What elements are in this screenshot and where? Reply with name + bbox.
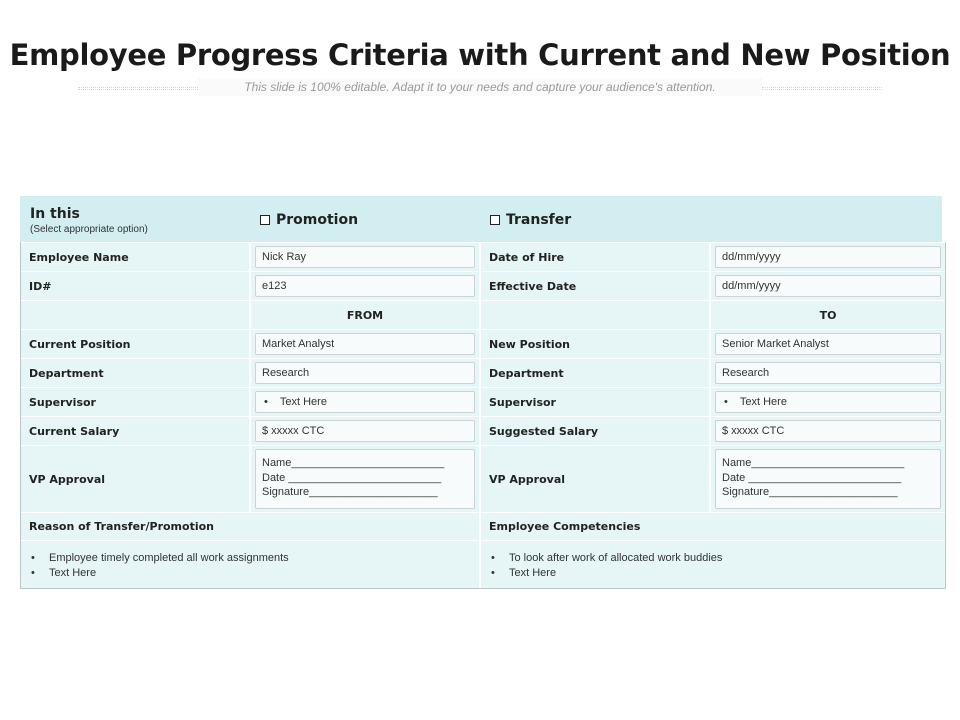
vp-to-date-line: Date _________________________ xyxy=(722,471,902,484)
reason-label: Reason of Transfer/Promotion xyxy=(29,520,214,533)
supervisor-from-field[interactable]: • Text Here xyxy=(255,391,475,413)
vp-to-signature-line: Signature_____________________ xyxy=(722,486,898,498)
reason-competency-header-row xyxy=(21,512,945,540)
new-position-label: New Position xyxy=(489,337,571,351)
option-bar xyxy=(20,196,942,242)
date-of-hire-field[interactable]: dd/mm/yyyy xyxy=(715,246,941,268)
promotion-label: Promotion xyxy=(276,212,359,228)
vp-from-name-line: Name_________________________ xyxy=(262,457,445,469)
subtitle-divider-right xyxy=(762,87,882,90)
from-heading: FROM xyxy=(346,308,384,322)
vp-to-name-line: Name_________________________ xyxy=(722,457,905,469)
competencies-list[interactable] xyxy=(481,541,945,588)
promotion-checkbox[interactable] xyxy=(260,215,270,225)
form-row xyxy=(21,242,945,271)
transfer-option[interactable] xyxy=(490,212,571,228)
vp-from-signature-line: Signature_____________________ xyxy=(262,486,438,498)
vp-approval-to-field[interactable] xyxy=(715,449,941,509)
form-row xyxy=(21,329,945,358)
vp-approval-to-label: VP Approval xyxy=(489,472,566,486)
vp-approval-from-field[interactable] xyxy=(255,449,475,509)
current-position-field[interactable]: Market Analyst xyxy=(255,333,475,355)
id-label: ID# xyxy=(29,279,52,293)
list-item: • Text Here xyxy=(491,566,935,581)
subtitle-divider-left xyxy=(78,87,198,90)
department-from-label: Department xyxy=(29,366,104,380)
reason-list[interactable] xyxy=(21,541,481,588)
date-of-hire-label: Date of Hire xyxy=(489,250,565,264)
page-subtitle: This slide is 100% editable. Adapt it to your needs and capture your audience's attention. xyxy=(198,78,762,96)
form-row xyxy=(21,271,945,300)
department-to-label: Department xyxy=(489,366,564,380)
to-heading: TO xyxy=(819,308,837,322)
promotion-option[interactable] xyxy=(260,212,358,228)
list-item: • To look after work of allocated work buddies xyxy=(491,551,935,566)
competencies-label: Employee Competencies xyxy=(489,520,641,533)
current-position-label: Current Position xyxy=(29,337,131,351)
from-to-row xyxy=(21,300,945,329)
list-item: • Text Here xyxy=(31,566,469,581)
supervisor-to-field[interactable]: • Text Here xyxy=(715,391,941,413)
subtitle-bar xyxy=(0,74,960,100)
new-position-field[interactable]: Senior Market Analyst xyxy=(715,333,941,355)
department-to-field[interactable]: Research xyxy=(715,362,941,384)
current-salary-field[interactable]: $ xxxxx CTC xyxy=(255,420,475,442)
employee-name-field[interactable]: Nick Ray xyxy=(255,246,475,268)
vp-from-date-line: Date _________________________ xyxy=(262,471,442,484)
supervisor-to-label: Supervisor xyxy=(489,395,556,409)
effective-date-label: Effective Date xyxy=(489,279,577,293)
employee-progress-form xyxy=(20,196,946,589)
form-row xyxy=(21,416,945,445)
effective-date-field[interactable]: dd/mm/yyyy xyxy=(715,275,941,297)
page-title: Employee Progress Criteria with Current and New Position xyxy=(9,38,951,72)
vp-approval-row xyxy=(21,445,945,512)
form-row xyxy=(21,387,945,416)
list-item: • Employee timely completed all work assignments xyxy=(31,551,469,566)
suggested-salary-field[interactable]: $ xxxxx CTC xyxy=(715,420,941,442)
employee-name-label: Employee Name xyxy=(29,250,129,264)
in-this-label: In this xyxy=(30,206,80,222)
vp-approval-from-label: VP Approval xyxy=(29,472,106,486)
form-row xyxy=(21,358,945,387)
reason-competency-list-row xyxy=(21,540,945,588)
suggested-salary-label: Suggested Salary xyxy=(489,424,599,438)
select-hint: (Select appropriate option) xyxy=(30,224,148,235)
transfer-checkbox[interactable] xyxy=(490,215,500,225)
transfer-label: Transfer xyxy=(506,212,572,228)
id-field[interactable]: e123 xyxy=(255,275,475,297)
current-salary-label: Current Salary xyxy=(29,424,120,438)
form-grid xyxy=(20,242,946,589)
department-from-field[interactable]: Research xyxy=(255,362,475,384)
supervisor-from-label: Supervisor xyxy=(29,395,96,409)
